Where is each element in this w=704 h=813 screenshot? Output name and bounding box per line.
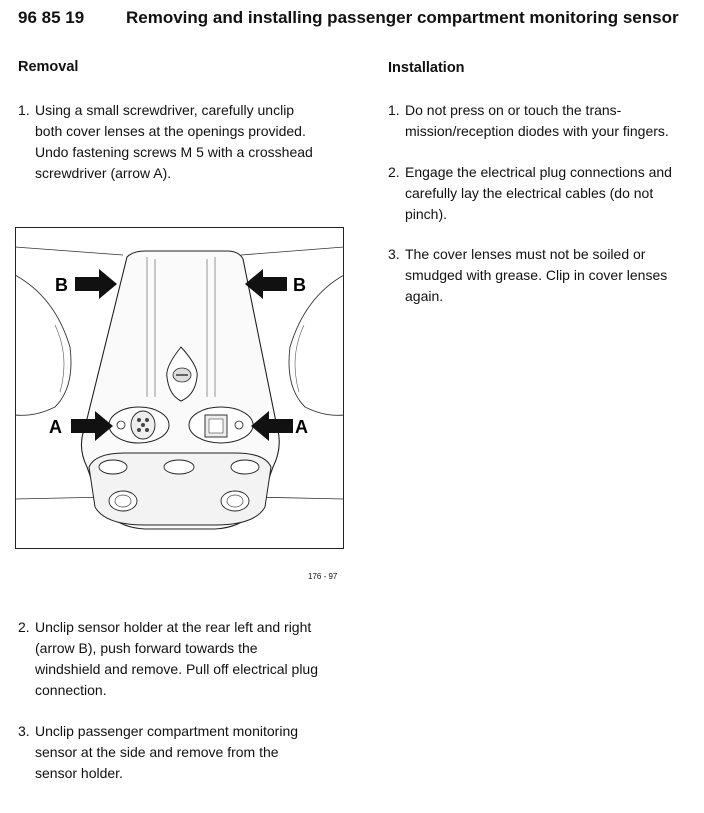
step-line: windshield and remove. Pull off electrical plug (35, 661, 319, 677)
step-line: Using a small screwdriver, carefully unclip (35, 102, 295, 118)
step-line: Unclip passenger compartment monitoring (35, 723, 299, 739)
step-line: Unclip sensor holder at the rear left and right (35, 619, 312, 635)
step-line: sensor holder. (35, 765, 123, 781)
page-title: Removing and installing passenger compartment monitoring sensor (126, 8, 679, 27)
step-line: Do not press on or touch the trans- (405, 102, 622, 118)
figure-id: 176 - 97 (308, 572, 338, 581)
removal-step-2 (18, 617, 353, 701)
step-number: 2. (18, 619, 30, 635)
step-line: Undo fastening screws M 5 with a crosshead (35, 144, 313, 160)
removal-heading: Removal (18, 59, 79, 75)
step-number: 3. (388, 246, 400, 262)
step-number: 3. (18, 723, 30, 739)
step-number: 2. (388, 164, 400, 180)
step-line: both cover lenses at the openings provided. (35, 123, 306, 139)
sensor-holder-illustration (15, 227, 344, 549)
step-line: carefully lay the electrical cables (do not (405, 185, 654, 201)
page-header (18, 8, 679, 28)
step-line: connection. (35, 682, 107, 698)
step-line: (arrow B), push forward towards the (35, 640, 258, 656)
installation-step-1 (388, 100, 698, 142)
removal-step-3 (18, 721, 353, 784)
step-line: The cover lenses must not be soiled or (405, 246, 646, 262)
step-line: again. (405, 288, 444, 304)
label-a-left: A (49, 417, 62, 437)
installation-heading: Installation (388, 60, 465, 76)
section-number: 96 85 19 (18, 8, 85, 27)
step-line: screwdriver (arrow A). (35, 165, 172, 181)
step-line: pinch). (405, 206, 448, 222)
step-line: smudged with grease. Clip in cover lenses (405, 267, 668, 283)
label-a-right: A (295, 417, 308, 437)
removal-step-1 (18, 100, 353, 184)
label-b-left: B (55, 275, 68, 295)
step-line: mission/reception diodes with your fingers. (405, 123, 669, 139)
figure-sensor-diagram (15, 227, 344, 549)
step-number: 1. (388, 102, 400, 118)
installation-step-3 (388, 244, 698, 307)
step-line: Engage the electrical plug connections and (405, 164, 672, 180)
label-b-right: B (293, 275, 306, 295)
step-line: sensor at the side and remove from the (35, 744, 279, 760)
installation-step-2 (388, 162, 698, 225)
step-number: 1. (18, 102, 30, 118)
